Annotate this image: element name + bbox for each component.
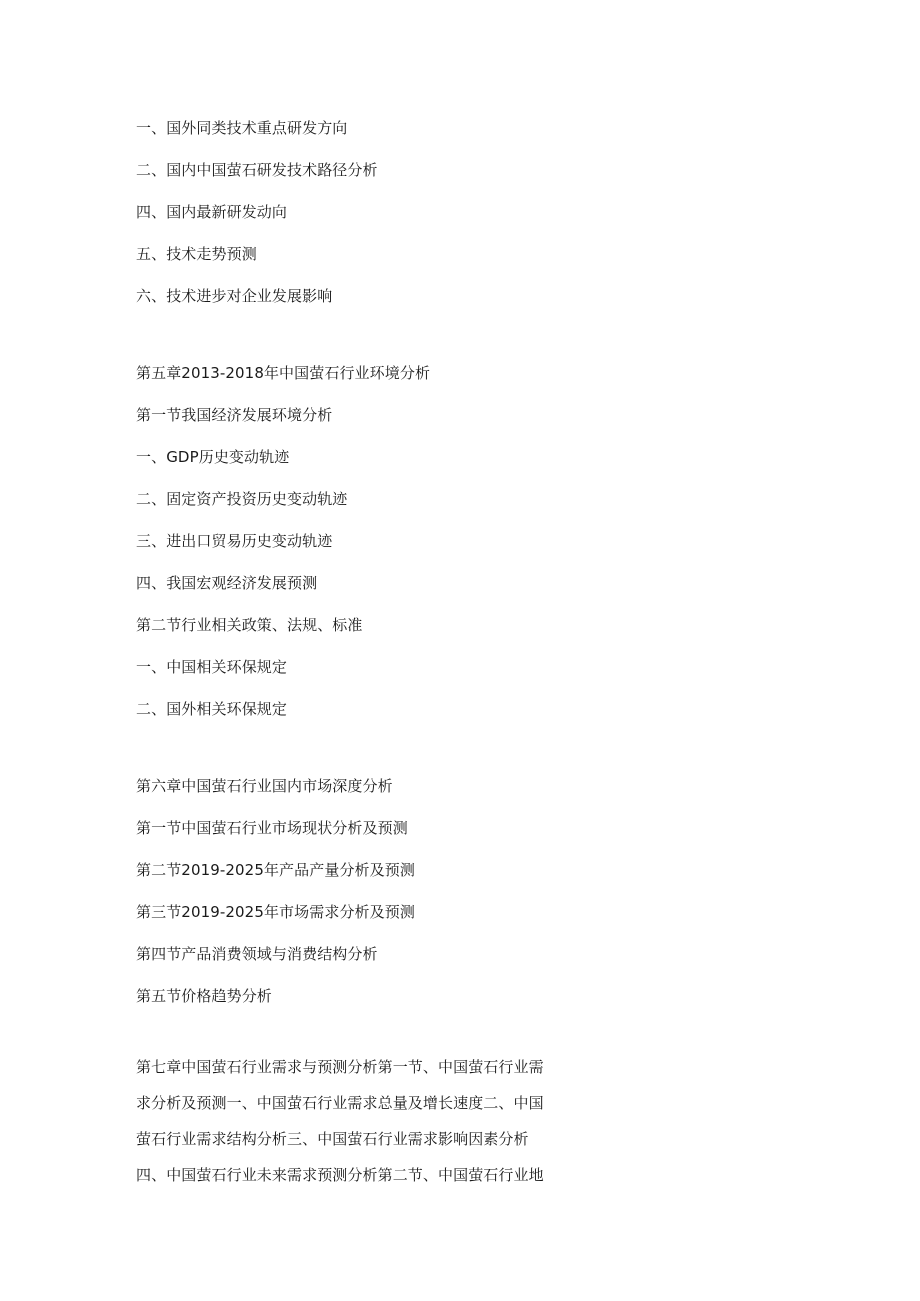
chapter-title: 第五章2013-2018年中国萤石行业环境分析 bbox=[136, 364, 431, 382]
toc-item: 一、GDP历史变动轨迹 bbox=[136, 448, 290, 466]
toc-item: 二、国外相关环保规定 bbox=[136, 700, 288, 718]
section-title: 第三节2019-2025年市场需求分析及预测 bbox=[136, 903, 415, 921]
toc-item: 四、国内最新研发动向 bbox=[136, 203, 288, 221]
chapter-paragraph-line: 求分析及预测一、中国萤石行业需求总量及增长速度二、中国 bbox=[136, 1094, 544, 1112]
section-title: 第一节我国经济发展环境分析 bbox=[136, 406, 333, 424]
section-title: 第五节价格趋势分析 bbox=[136, 987, 272, 1005]
section-title: 第四节产品消费领域与消费结构分析 bbox=[136, 945, 378, 963]
chapter-paragraph-line: 四、中国萤石行业未来需求预测分析第二节、中国萤石行业地 bbox=[136, 1166, 544, 1184]
toc-item: 二、固定资产投资历史变动轨迹 bbox=[136, 490, 348, 508]
toc-item: 五、技术走势预测 bbox=[136, 245, 257, 263]
toc-item: 一、中国相关环保规定 bbox=[136, 658, 288, 676]
section-title: 第二节行业相关政策、法规、标准 bbox=[136, 616, 363, 634]
chapter-title: 第六章中国萤石行业国内市场深度分析 bbox=[136, 777, 393, 795]
section-title: 第二节2019-2025年产品产量分析及预测 bbox=[136, 861, 415, 879]
toc-item: 六、技术进步对企业发展影响 bbox=[136, 287, 333, 305]
toc-item: 一、国外同类技术重点研发方向 bbox=[136, 119, 348, 137]
chapter-paragraph-line: 萤石行业需求结构分析三、中国萤石行业需求影响因素分析 bbox=[136, 1130, 529, 1148]
toc-item: 二、国内中国萤石研发技术路径分析 bbox=[136, 161, 378, 179]
toc-item: 三、进出口贸易历史变动轨迹 bbox=[136, 532, 333, 550]
chapter-paragraph-line: 第七章中国萤石行业需求与预测分析第一节、中国萤石行业需 bbox=[136, 1058, 544, 1076]
toc-item: 四、我国宏观经济发展预测 bbox=[136, 574, 318, 592]
section-title: 第一节中国萤石行业市场现状分析及预测 bbox=[136, 819, 408, 837]
